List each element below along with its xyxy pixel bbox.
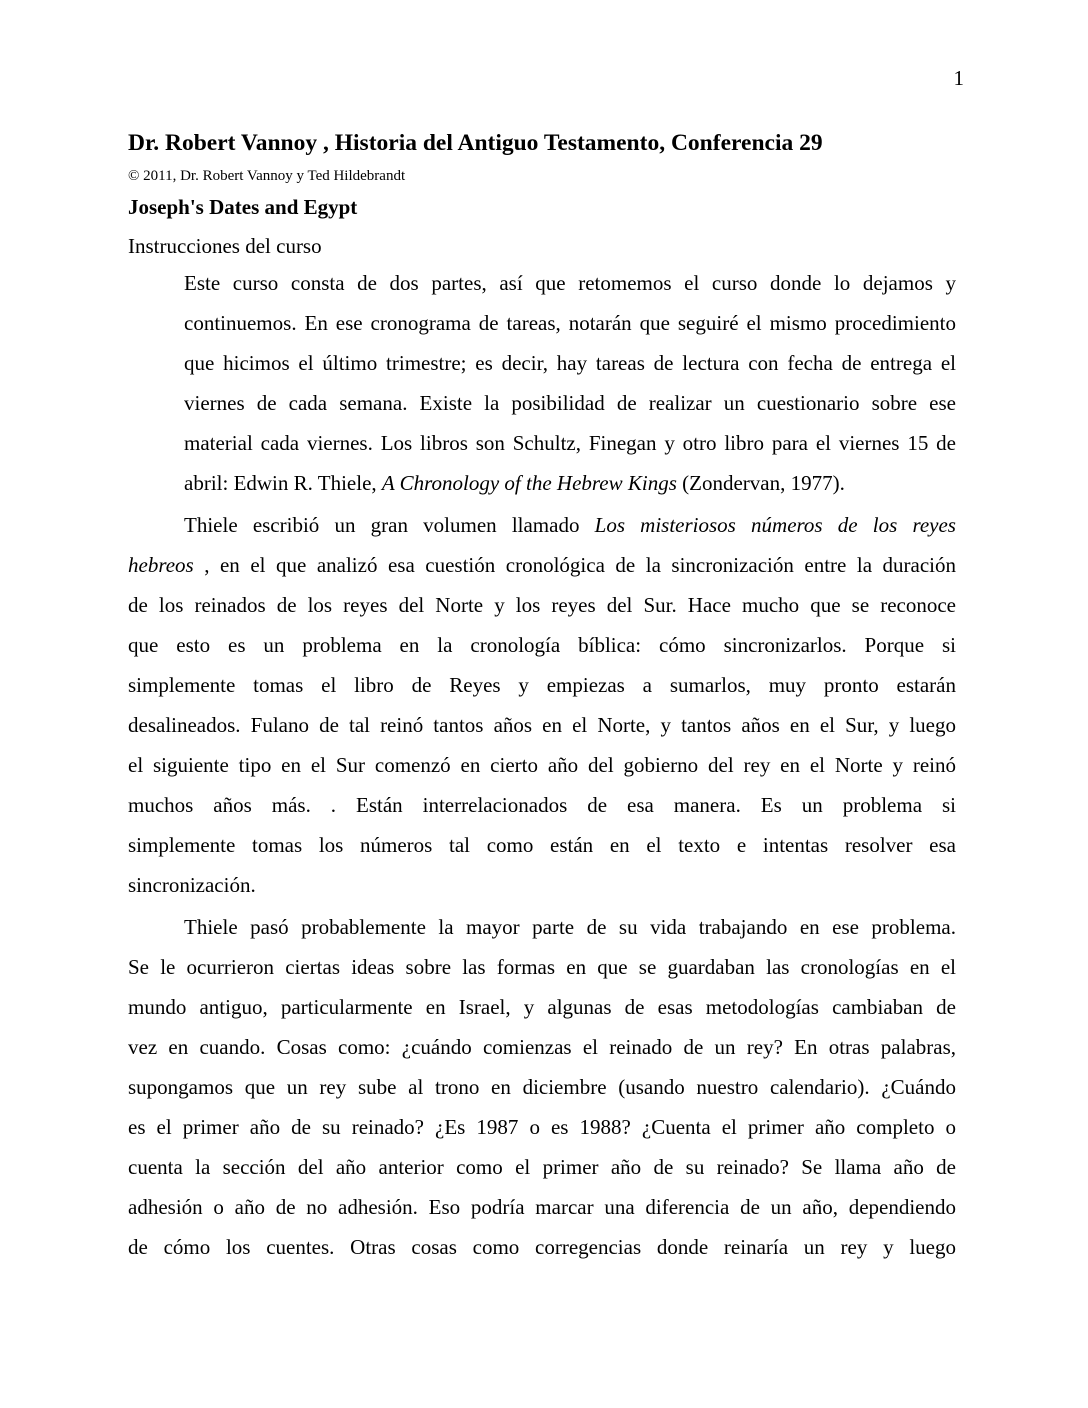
- paragraph-thiele-volume: [128, 505, 956, 905]
- paragraph-line: desalineados. Fulano de tal reinó tantos años en el Norte, y tantos años en el Sur, y luego: [128, 713, 956, 737]
- paragraph-line: de los reinados de los reyes del Norte y los reyes del Sur. Hace mucho que se reconoce: [128, 593, 956, 617]
- book-title-italic: A Chronology of the Hebrew Kings: [381, 471, 677, 495]
- paragraph-line: sincronización.: [128, 873, 256, 897]
- paragraph-line: mundo antiguo, particularmente en Israel, y algunas de esas metodologías cambiaban de: [128, 995, 956, 1019]
- paragraph-line: vez en cuando. Cosas como: ¿cuándo comienzas el reinado de un rey? En otras palabras,: [128, 1035, 956, 1059]
- document-content: [128, 128, 956, 1267]
- paragraph-line: simplemente tomas los números tal como están en el texto e intentas resolver esa: [128, 833, 956, 857]
- paragraph-line: material cada viernes. Los libros son Schultz, Finegan y otro libro para el viernes 15 de: [184, 431, 956, 455]
- paragraph-line: adhesión o año de no adhesión. Eso podría marcar una diferencia de un año, dependiendo: [128, 1195, 956, 1219]
- paragraph-line: es el primer año de su reinado? ¿Es 1987 o es 1988? ¿Cuenta el primer año completo o: [128, 1115, 956, 1139]
- line-text: (Zondervan, 1977).: [676, 471, 845, 495]
- paragraph-line: el siguiente tipo en el Sur comenzó en cierto año del gobierno del rey en el Norte y reinó: [128, 753, 956, 777]
- paragraph-line: Este curso consta de dos partes, así que retomemos el curso donde lo dejamos y: [184, 271, 956, 295]
- page-number: 1: [953, 66, 964, 90]
- document-title: Dr. Robert Vannoy , Historia del Antiguo Testamento, Conferencia 29: [128, 130, 823, 156]
- paragraph-line: cuenta la sección del año anterior como el primer año de su reinado? Se llama año de: [128, 1155, 956, 1179]
- paragraph-line: continuemos. En ese cronograma de tareas, notarán que seguiré el mismo procedimiento: [184, 311, 956, 335]
- paragraph-line: Se le ocurrieron ciertas ideas sobre las formas en que se guardaban las cronologías en el: [128, 955, 956, 979]
- line-text: , en el que analizó esa cuestión cronológica de la sincronización entre la duración: [193, 553, 956, 577]
- paragraph-line: [128, 505, 956, 545]
- paragraph-line: [128, 463, 956, 503]
- book-title-italic: Los misteriosos números de los reyes: [594, 513, 956, 537]
- paragraph-line: supongamos que un rey sube al trono en diciembre (usando nuestro calendario). ¿Cuándo: [128, 1075, 956, 1099]
- book-title-italic: hebreos: [128, 553, 194, 577]
- line-text: abril: Edwin R. Thiele,: [184, 471, 382, 495]
- paragraph-thiele-life: [128, 907, 956, 1267]
- paragraph-line: muchos años más. . Están interrelacionados de esa manera. Es un problema si: [128, 793, 956, 817]
- paragraph-line: que esto es un problema en la cronología bíblica: cómo sincronizarlos. Porque si: [128, 633, 956, 657]
- paragraph-line: simplemente tomas el libro de Reyes y empiezas a sumarlos, muy pronto estarán: [128, 673, 956, 697]
- paragraph-line: Thiele pasó probablemente la mayor parte de su vida trabajando en ese problema.: [184, 915, 956, 939]
- paragraph-line: [128, 545, 956, 585]
- paragraph-course-parts: [128, 263, 956, 503]
- paragraph-line: que hicimos el último trimestre; es decir, hay tareas de lectura con fecha de entrega el: [184, 351, 956, 375]
- copyright-line: © 2011, Dr. Robert Vannoy y Ted Hildebrandt: [128, 168, 406, 184]
- paragraph-line: de cómo los cuentes. Otras cosas como corregencias donde reinaría un rey y luego: [128, 1235, 956, 1259]
- section-heading: Joseph's Dates and Egypt: [128, 195, 358, 219]
- subheading: Instrucciones del curso: [128, 234, 322, 258]
- line-text: Thiele escribió un gran volumen llamado: [184, 513, 595, 537]
- paragraph-line: viernes de cada semana. Existe la posibilidad de realizar un cuestionario sobre ese: [184, 391, 956, 415]
